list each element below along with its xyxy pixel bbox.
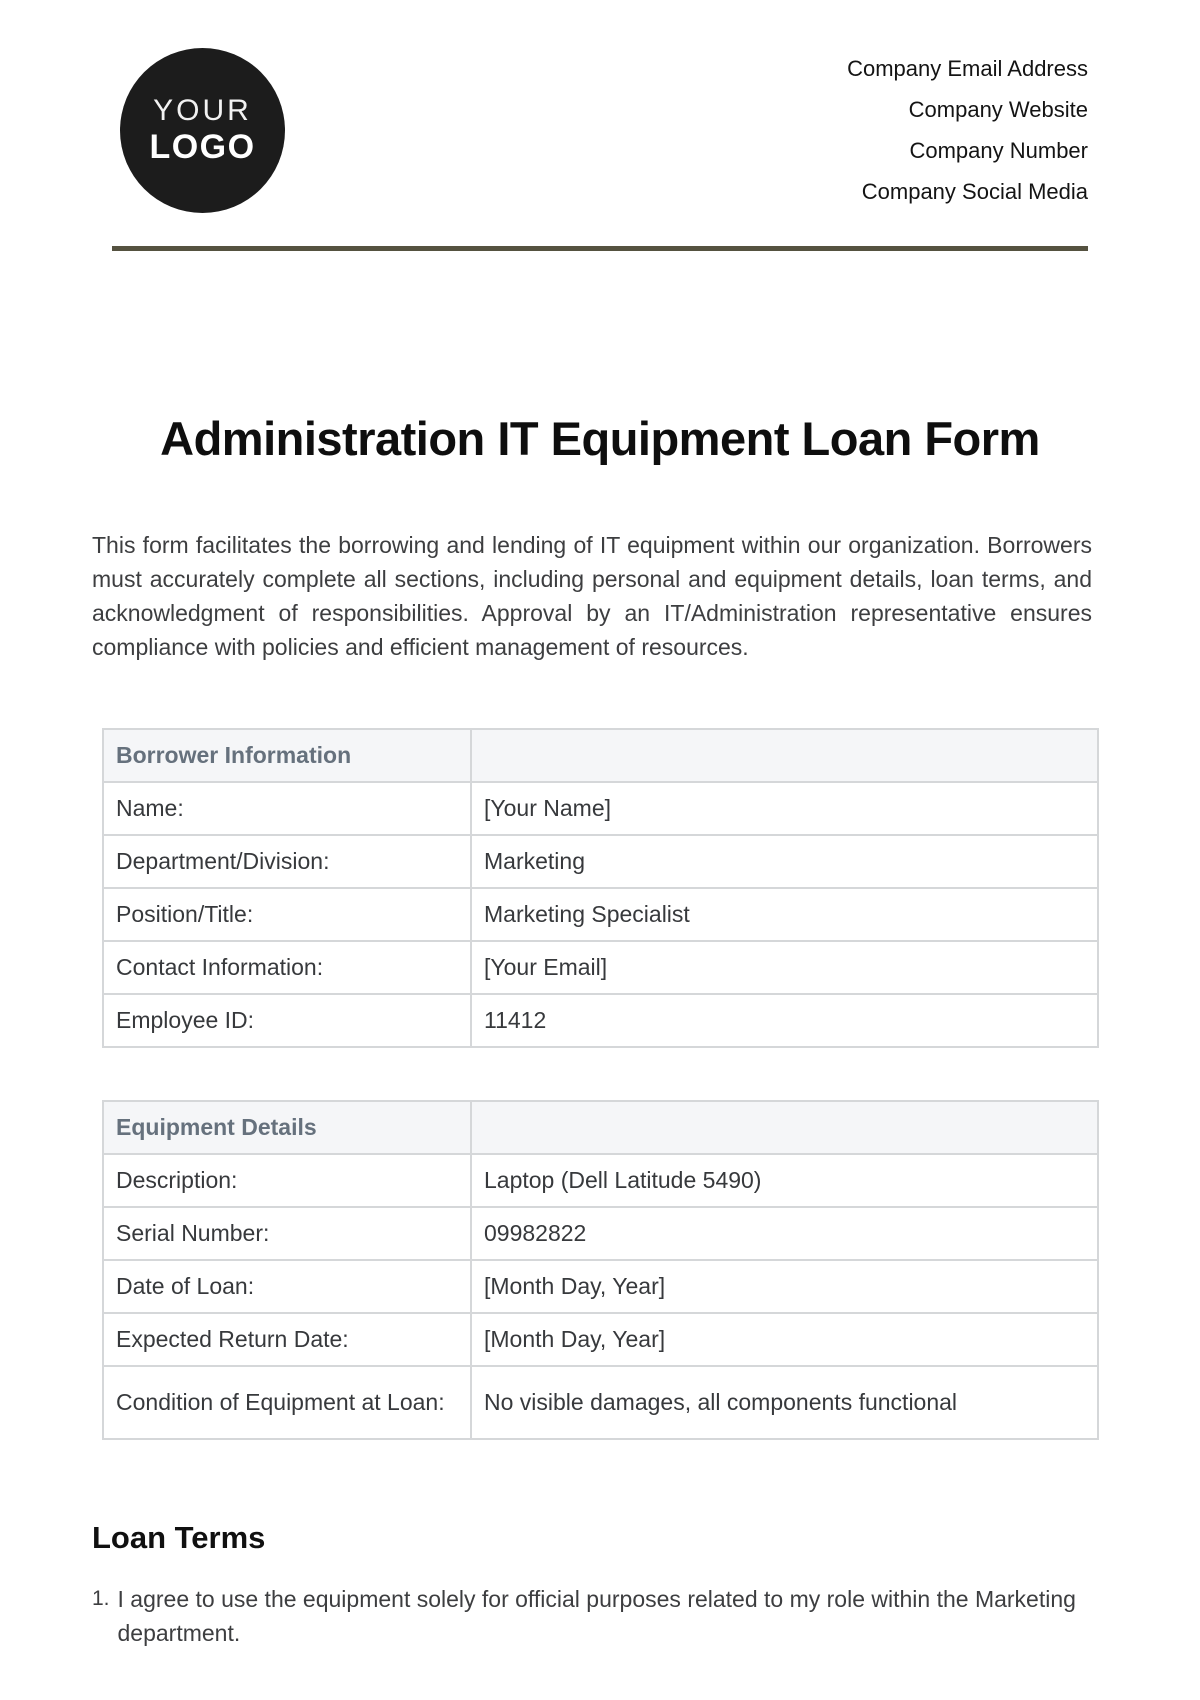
field-label: Date of Loan: <box>103 1260 471 1313</box>
table-header-spacer <box>471 729 1098 782</box>
field-label: Department/Division: <box>103 835 471 888</box>
field-value: 11412 <box>471 994 1098 1047</box>
field-label: Serial Number: <box>103 1207 471 1260</box>
table-header-cell: Borrower Information <box>103 729 471 782</box>
borrower-table <box>102 728 1099 1048</box>
field-label: Expected Return Date: <box>103 1313 471 1366</box>
loan-terms-heading: Loan Terms <box>92 1520 266 1555</box>
contact-line-email: Company Email Address <box>847 56 1088 81</box>
contact-line-number: Company Number <box>909 138 1088 163</box>
field-value: [Your Name] <box>471 782 1098 835</box>
field-label: Name: <box>103 782 471 835</box>
list-item-text: I agree to use the equipment solely for official purposes related to my role within the Marketing department. <box>117 1586 1076 1646</box>
field-label: Description: <box>103 1154 471 1207</box>
header-divider <box>112 246 1088 251</box>
table-row <box>103 1260 1098 1313</box>
equipment-table <box>102 1100 1099 1440</box>
field-value: 09982822 <box>471 1207 1098 1260</box>
field-value: [Your Email] <box>471 941 1098 994</box>
logo-text-your: YOUR <box>153 93 252 127</box>
field-value: No visible damages, all components functional <box>471 1366 1098 1439</box>
table-row <box>103 1154 1098 1207</box>
page-header <box>0 0 1200 213</box>
field-label: Position/Title: <box>103 888 471 941</box>
table-row <box>103 1207 1098 1260</box>
table-row <box>103 1366 1098 1439</box>
field-value: Laptop (Dell Latitude 5490) <box>471 1154 1098 1207</box>
field-label: Contact Information: <box>103 941 471 994</box>
table-header-row <box>103 729 1098 782</box>
field-value: [Month Day, Year] <box>471 1313 1098 1366</box>
logo-text-logo: LOGO <box>149 128 256 167</box>
field-value: Marketing <box>471 835 1098 888</box>
field-label: Employee ID: <box>103 994 471 1047</box>
list-item <box>92 1582 1092 1650</box>
table-row <box>103 782 1098 835</box>
table-row <box>103 835 1098 888</box>
table-row <box>103 994 1098 1047</box>
contact-line-website: Company Website <box>908 97 1088 122</box>
contact-line-social: Company Social Media <box>861 179 1088 204</box>
company-logo <box>120 48 285 213</box>
page-title: Administration IT Equipment Loan Form <box>160 412 1040 465</box>
table-row <box>103 941 1098 994</box>
table-header-spacer <box>471 1101 1098 1154</box>
table-header-cell: Equipment Details <box>103 1101 471 1154</box>
table-row <box>103 1313 1098 1366</box>
intro-paragraph: This form facilitates the borrowing and lending of IT equipment within our organization. Borrowers must accurately complete all sections, including personal and equipment details, loan terms, and acknowledgment of responsibilities. Approval by an IT/Administration representative ensures compliance with policies and efficient management of resources. <box>92 532 1092 660</box>
table-header-row <box>103 1101 1098 1154</box>
loan-terms-list <box>92 1582 1092 1650</box>
field-value: [Month Day, Year] <box>471 1260 1098 1313</box>
company-contact-block <box>847 48 1088 212</box>
field-value: Marketing Specialist <box>471 888 1098 941</box>
field-label: Condition of Equipment at Loan: <box>103 1366 471 1439</box>
list-item-number: 1. <box>92 1587 110 1610</box>
table-row <box>103 888 1098 941</box>
